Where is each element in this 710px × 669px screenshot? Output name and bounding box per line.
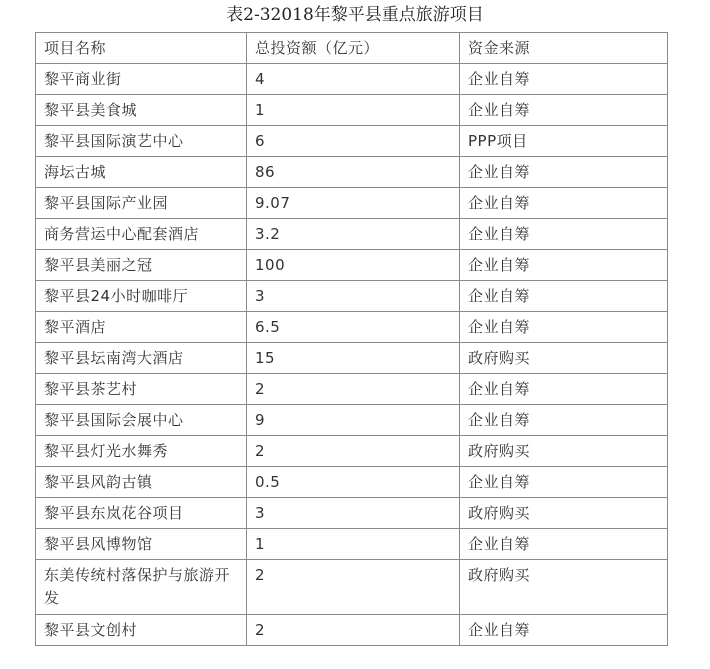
table-row [36, 95, 668, 126]
cell-funding-source: 企业自筹 [460, 281, 668, 312]
cell-project-name: 黎平县茶艺村 [36, 374, 247, 405]
table-row [36, 250, 668, 281]
cell-funding-source: 企业自筹 [460, 219, 668, 250]
cell-investment: 1 [247, 529, 460, 560]
cell-funding-source: 企业自筹 [460, 250, 668, 281]
cell-investment: 9.07 [247, 188, 460, 219]
cell-funding-source: PPP项目 [460, 126, 668, 157]
cell-project-name: 黎平县风博物馆 [36, 529, 247, 560]
cell-project-name: 黎平县国际演艺中心 [36, 126, 247, 157]
cell-investment: 6 [247, 126, 460, 157]
table-row [36, 126, 668, 157]
tourism-projects-table [35, 32, 668, 646]
cell-project-name: 黎平县国际产业园 [36, 188, 247, 219]
table-caption: 表2-32018年黎平县重点旅游项目 [226, 5, 484, 25]
cell-project-name: 黎平县灯光水舞秀 [36, 436, 247, 467]
cell-funding-source: 企业自筹 [460, 529, 668, 560]
table-row [36, 498, 668, 529]
cell-investment: 2 [247, 560, 460, 615]
cell-investment: 3 [247, 281, 460, 312]
table-row [36, 529, 668, 560]
cell-funding-source: 企业自筹 [460, 312, 668, 343]
table-row [36, 312, 668, 343]
cell-investment: 15 [247, 343, 460, 374]
cell-investment: 1 [247, 95, 460, 126]
cell-investment: 4 [247, 64, 460, 95]
cell-project-name: 黎平县坛南湾大酒店 [36, 343, 247, 374]
table-row [36, 405, 668, 436]
cell-funding-source: 政府购买 [460, 560, 668, 615]
cell-funding-source: 政府购买 [460, 498, 668, 529]
cell-project-name: 黎平县文创村 [36, 615, 247, 646]
table-row [36, 374, 668, 405]
cell-investment: 2 [247, 436, 460, 467]
cell-investment: 3.2 [247, 219, 460, 250]
cell-investment: 2 [247, 374, 460, 405]
table-row [36, 467, 668, 498]
cell-investment: 100 [247, 250, 460, 281]
cell-funding-source: 企业自筹 [460, 374, 668, 405]
cell-project-name: 黎平县美食城 [36, 95, 247, 126]
cell-project-name: 黎平县风韵古镇 [36, 467, 247, 498]
cell-project-name: 黎平商业街 [36, 64, 247, 95]
cell-funding-source: 企业自筹 [460, 467, 668, 498]
cell-investment: 0.5 [247, 467, 460, 498]
cell-funding-source: 企业自筹 [460, 188, 668, 219]
cell-funding-source: 企业自筹 [460, 405, 668, 436]
table-row [36, 64, 668, 95]
cell-investment: 86 [247, 157, 460, 188]
cell-funding-source: 政府购买 [460, 343, 668, 374]
cell-investment: 2 [247, 615, 460, 646]
cell-funding-source: 企业自筹 [460, 95, 668, 126]
cell-investment: 6.5 [247, 312, 460, 343]
cell-investment: 9 [247, 405, 460, 436]
cell-project-name: 黎平酒店 [36, 312, 247, 343]
table-row [36, 343, 668, 374]
table-row [36, 188, 668, 219]
cell-project-name: 黎平县国际会展中心 [36, 405, 247, 436]
cell-project-name: 东美传统村落保护与旅游开发 [36, 560, 247, 615]
table-row [36, 219, 668, 250]
header-funding-source: 资金来源 [460, 33, 668, 64]
table-row [36, 157, 668, 188]
cell-funding-source: 企业自筹 [460, 615, 668, 646]
header-project-name: 项目名称 [36, 33, 247, 64]
cell-investment: 3 [247, 498, 460, 529]
cell-project-name: 黎平县美丽之冠 [36, 250, 247, 281]
table-header-row [36, 33, 668, 64]
cell-project-name: 商务营运中心配套酒店 [36, 219, 247, 250]
header-total-investment: 总投资额（亿元） [247, 33, 460, 64]
table-row [36, 615, 668, 646]
cell-project-name: 黎平县24小时咖啡厅 [36, 281, 247, 312]
table-row [36, 281, 668, 312]
cell-project-name: 海坛古城 [36, 157, 247, 188]
table-row [36, 436, 668, 467]
cell-funding-source: 政府购买 [460, 436, 668, 467]
table-row [36, 560, 668, 615]
cell-funding-source: 企业自筹 [460, 157, 668, 188]
cell-funding-source: 企业自筹 [460, 64, 668, 95]
cell-project-name: 黎平县东岚花谷项目 [36, 498, 247, 529]
